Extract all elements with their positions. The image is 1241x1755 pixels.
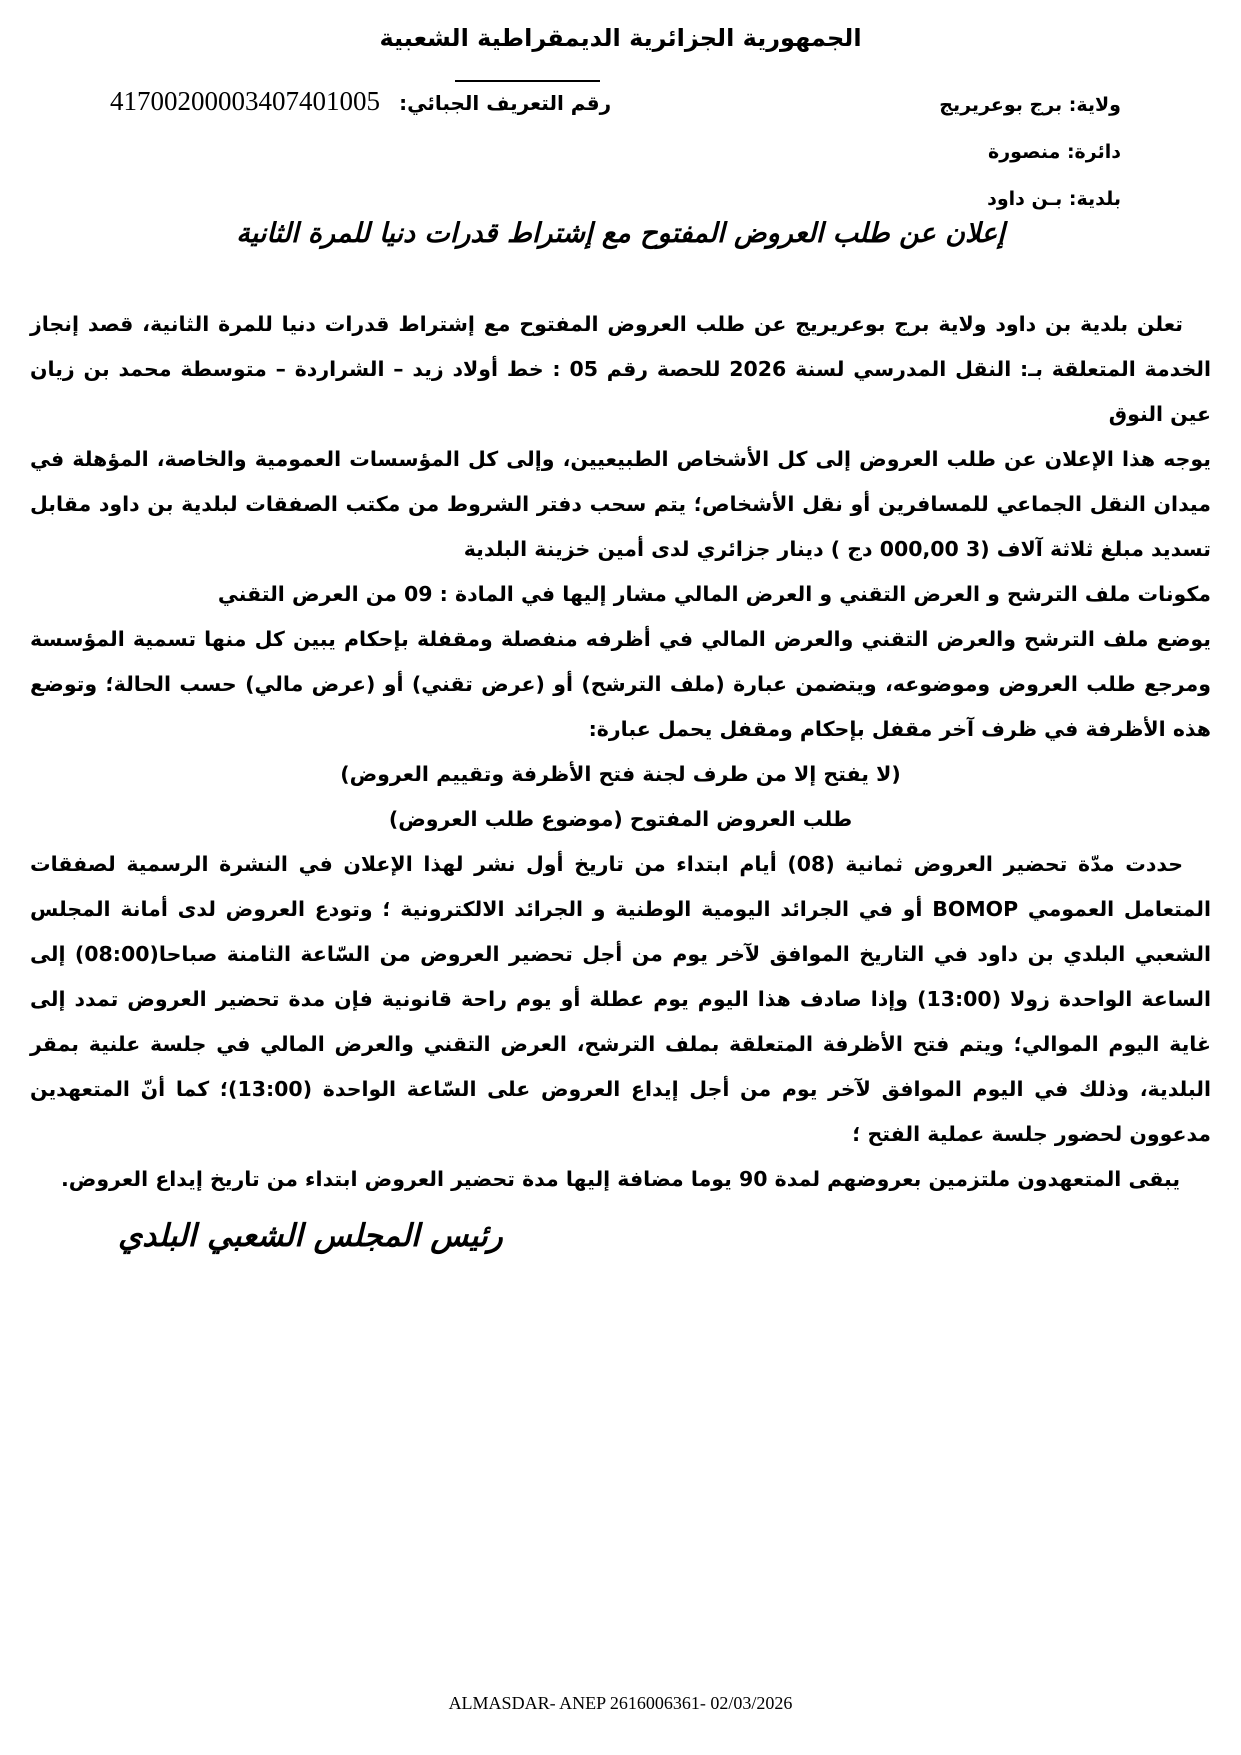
tax-id-line [110,86,611,117]
paragraph-components: مكونات ملف الترشح و العرض التقني و العرض المالي مشار إليها في المادة : 09 من العرض التقني [217,582,1211,606]
paragraph-eligibility: يوجه هذا الإعلان عن طلب العروض إلى كل الأشخاص الطبيعيين، وإلى كل المؤسسات العمومية والخاصة، المؤهلة في ميدان النقل الجماعي للمسافرين أو نقل الأشخاص؛ يتم سحب دفتر الشروط من مكتب الصفقات لبلدية بن داود مقابل تسديد مبلغ ثلاثة آلاف (3 000,00 دج ) دينار جزائري لدى أمين خزينة البلدية [30,447,1211,561]
announcement-title: إعلان عن طلب العروض المفتوح مع إشتراط قدرات دنيا للمرة الثانية [236,218,1005,249]
paragraph-validity: يبقى المتعهدون ملتزمين بعروضهم لمدة 90 يوما مضافة إليها مدة تحضير العروض ابتداء من تاريخ إيداع العروض. [60,1167,1181,1191]
wilaya-line: ولاية: برج بوعريريج [939,94,1121,116]
republic-title: الجمهورية الجزائرية الديمقراطية الشعبية [379,24,862,52]
tax-id-label: رقم التعريف الجبائي: [399,91,612,115]
announcement-body [30,302,1211,1259]
paragraph-intro: تعلن بلدية بن داود ولاية برج بوعريريج عن طلب العروض المفتوح مع إشتراط قدرات دنيا للمرة الثانية، قصد إنجاز الخدمة المتعلقة بـ: النقل المدرسي لسنة 2026 للحصة رقم 05 : خط أولاد زيد – الشراردة – متوسطة محمد بن زيان عين النوق [30,312,1211,426]
header-info [939,82,1121,223]
paragraph-deadline: حددت مدّة تحضير العروض ثمانية (08) أيام ابتداء من تاريخ أول نشر لهذا الإعلان في النشرة الرسمية لصفقات المتعامل العمومي BOMOP أو في الجرائد اليومية الوطنية و الجرائد الالكترونية ؛ وتودع العروض لدى أمانة المجلس الشعبي البلدي بن داود في التاريخ الموافق لآخر يوم من أجل تحضير العروض من السّاعة الثامنة صباحا(08:00) إلى الساعة الواحدة زولا (13:00) وإذا صادف هذا اليوم يوم عطلة أو يوم راحة قانونية فإن مدة تحضير العروض تمدد إلى غاية اليوم الموالي؛ ويتم فتح الأظرفة المتعلقة بملف الترشح، العرض التقني والعرض المالي في جلسة علنية بمقر البلدية، وذلك في اليوم الموافق لآخر يوم من أجل إيداع العروض على السّاعة الواحدة (13:00)؛ كما أنّ المتعهدين مدعوون لحضور جلسة عملية الفتح ؛ [30,852,1211,1146]
envelope-notice: (لا يفتح إلا من طرف لجنة فتح الأظرفة وتقييم العروض) [340,762,901,786]
commune-line: بلدية: بـن داود [987,188,1121,210]
tax-id-value: 41700200003407401005 [110,86,380,116]
daira-line: دائرة: منصورة [988,141,1121,163]
title-underline [455,80,600,82]
signature-title: رئيس المجلس الشعبي البلدي [118,1218,503,1254]
envelope-subject: طلب العروض المفتوح (موضوع طلب العروض) [388,807,853,831]
footer-reference: ALMASDAR- ANEP 2616006361- 02/03/2026 [448,1693,793,1713]
paragraph-envelopes: يوضع ملف الترشح والعرض التقني والعرض المالي في أظرفه منفصلة ومقفلة بإحكام يبين كل منها تسمية المؤسسة ومرجع طلب العروض وموضوعه، ويتضمن عبارة (ملف الترشح) أو (عرض تقني) أو (عرض مالي) حسب الحالة؛ وتوضع هذه الأظرفة في ظرف آخر مقفل بإحكام ومقفل يحمل عبارة: [30,627,1211,741]
